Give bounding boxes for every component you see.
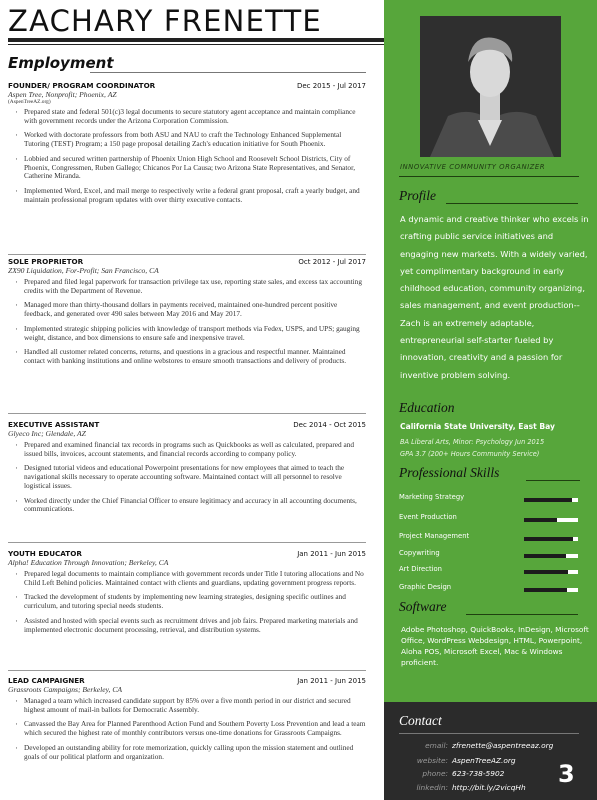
header-rule-thick (8, 38, 384, 42)
contact-linkedin-link[interactable]: http://bit.ly/2vicqHh (452, 783, 526, 792)
job-bullet: · Tracked the development of students by implementing new learning strategies, designing specific outlines and curriculum, and tutoring special needs students. (24, 593, 366, 610)
skill-row-project-management (399, 532, 579, 546)
contact-label: website: (416, 756, 448, 765)
job-org: ZX90 Liquidation, For-Profit; San Francisco, CA (8, 266, 159, 275)
skill-label: Project Management (399, 532, 470, 540)
skill-bar-fill (524, 498, 572, 502)
employment-heading: Employment (8, 54, 114, 72)
skill-bar (524, 518, 578, 522)
job-org: Glyeco Inc; Glendale, AZ (8, 429, 86, 438)
job-org: Alpha! Education Through Innovation; Berkeley, CA (8, 558, 169, 567)
job-entry-youth-educator (8, 549, 366, 640)
skill-bar-fill (524, 570, 568, 574)
education-degree: BA Liberal Arts, Minor: Psychology Jun 2015 (400, 438, 545, 446)
skill-bar (524, 537, 578, 541)
job-bullet: · Prepared and examined financial tax records in programs such as Quickbooks as well as calculated, prepared and issued bills, invoices, account statements, and financial records according to company policy. (24, 441, 366, 458)
tagline: INNOVATIVE COMMUNITY ORGANIZER (400, 163, 545, 171)
job-bullet: · Developed an outstanding ability for rote memorization, quickly calling upon the mission statement and outlined goals of our political platform and organization. (24, 744, 366, 761)
portrait-illustration (420, 16, 561, 157)
job-entry-sole-proprietor (8, 257, 366, 372)
software-rule (466, 614, 578, 615)
skill-label: Graphic Design (399, 583, 452, 591)
contact-heading: Contact (399, 713, 442, 728)
job-org: Aspen Tree, Nonprofit; Phoenix, AZ (8, 90, 117, 99)
software-list: Adobe Photoshop, QuickBooks, InDesign, Microsoft Office, WordPress Webdesign, HTML, Powerpoint, Aloha POS, Microsoft Excel, Mac & Windows proficient. (401, 625, 589, 667)
job-dates: Jan 2011 - Jun 2015 (297, 550, 366, 558)
header-rule-thin (8, 44, 384, 45)
job-role: FOUNDER/ PROGRAM COORDINATOR (8, 81, 156, 90)
candidate-name: ZACHARY FRENETTE (8, 4, 322, 38)
software-heading: Software (399, 599, 447, 614)
job-org-website: (AspenTreeAZ.org) (8, 99, 51, 105)
job-dates: Dec 2015 - Jul 2017 (296, 82, 366, 90)
job-entry-executive-assistant (8, 420, 366, 520)
profile-text: A dynamic and creative thinker who excels in crafting public service initiatives and engaging new markets. With a widely varied, yet complimentary background in early childhood education, community organizing, sales management, and event production-- Zach is an extremely adaptable, entrepreneurial self-starter fueled by innovation, creativity and a passion for inventive problem solving. (400, 214, 589, 380)
skill-row-event-production (399, 513, 579, 527)
job-dates: Oct 2012 - Jul 2017 (298, 258, 366, 266)
job-bullet: · Assisted and hosted with special events such as recruitment drives and job fairs. Prepared marketing materials and implemented electronic document processing, retrieval, and distribution systems. (24, 617, 366, 634)
page-number: 3 (558, 760, 575, 788)
job-divider (8, 413, 366, 414)
skills-heading: Professional Skills (399, 465, 500, 480)
job-bullet: · Worked with doctorate professors from both ASU and NAU to craft the Technology Enhanced Supplemental Tutoring (TEST) Program; a 150 page proposal detailing Zach's education initiative for South Phoenix. (24, 131, 366, 148)
contact-rule (399, 733, 579, 734)
job-bullet: · Worked directly under the Chief Financial Officer to ensure legitimacy and accuracy in all accounting documents, communications. (24, 497, 366, 514)
education-heading: Education (399, 400, 455, 415)
contact-label: linkedin: (416, 783, 448, 792)
job-bullet: · Designed tutorial videos and educational Powerpoint presentations for new employees that aimed to teach the navigational skills necessary to operate accounting software. Maintained contact will all personnel to resolve logistical issues. (24, 464, 366, 490)
contact-phone-value[interactable]: 623-738-5902 (452, 769, 505, 778)
job-bullet: · Prepared legal documents to maintain compliance with government records under Title I tutoring allocations and No Child Left Behind policies. Maintained contact with clients and guardians, updating government progress reports. (24, 570, 366, 587)
job-entry-founder (8, 81, 366, 210)
skill-row-copywriting (399, 549, 579, 563)
skill-row-art-direction (399, 565, 579, 579)
job-bullet: · Implemented Word, Excel, and mail merge to respectively write a federal grant proposal, craft a yearly budget, and maintain professional program updates with over thirty executive contacts. (24, 187, 366, 204)
job-role: YOUTH EDUCATOR (8, 549, 82, 558)
education-school: California State University, East Bay (400, 422, 555, 431)
profile-heading: Profile (399, 188, 436, 203)
skill-bar (524, 498, 578, 502)
skill-bar (524, 588, 578, 592)
education-gpa: GPA 3.7 (200+ Hours Community Service) (400, 450, 540, 458)
skill-label: Event Production (399, 513, 457, 521)
skill-bar (524, 554, 578, 558)
job-bullet: · Managed a team which increased candidate support by 85% over a five month period in our district and secured highest amount of mail-in ballots for Democratic Assembly. (24, 697, 366, 714)
job-role: LEAD CAMPAIGNER (8, 676, 85, 685)
job-bullet: · Managed more than thirty-thousand dollars in payments received, maintained one-hundred percent positive feedback, and generated over 490 sales between May 2016 and May 2017. (24, 301, 366, 318)
job-divider (8, 542, 366, 543)
job-divider (8, 254, 366, 255)
employment-rule (90, 72, 366, 73)
contact-website-link[interactable]: AspenTreeAZ.org (452, 756, 516, 765)
job-bullet: · Prepared and filed legal paperwork for transaction privilege tax use, reporting state sales, and excess tax accounting credits with the Department of Revenue. (24, 278, 366, 295)
skill-bar-fill (524, 518, 557, 522)
job-dates: Jan 2011 - Jun 2015 (297, 677, 366, 685)
skill-bar-fill (524, 554, 566, 558)
job-bullet: · Lobbied and secured written partnership of Phoenix Union High School and Roosevelt School Districts, City of Phoenix, Congressmen, Ruben Gallego; Chicanos Por La Causa; two Arizona State Representatives, and Senator, Catherine Miranda. (24, 155, 366, 181)
contact-label: email: (425, 741, 448, 750)
skill-bar (524, 570, 578, 574)
skill-bar-fill (524, 588, 567, 592)
tagline-rule (399, 176, 579, 177)
profile-rule (446, 203, 578, 204)
job-entry-lead-campaigner (8, 676, 366, 767)
profile-photo (420, 16, 561, 157)
skill-bar-fill (524, 537, 573, 541)
job-role: EXECUTIVE ASSISTANT (8, 420, 100, 429)
job-bullet: · Prepared state and federal 501(c)3 legal documents to secure statutory agent acceptance and maintain compliance with government records under the Arizona Corporation Commission. (24, 108, 366, 125)
job-bullet: · Handled all customer related concerns, returns, and questions in a gracious and respectful manner. Maintained contact with banking institutions and online webstores to ensure smooth transactions and delivery of products. (24, 348, 366, 365)
skill-label: Marketing Strategy (399, 493, 465, 501)
contact-email-link[interactable]: zfrenette@aspentreeaz.org (452, 741, 554, 750)
skill-row-marketing-strategy (399, 493, 579, 507)
skill-row-graphic-design (399, 583, 579, 597)
job-bullet: · Canvassed the Bay Area for Planned Parenthood Action Fund and Southern Poverty Loss Prevention and lead a team which secured the highest rate of monthly contributors versus one-time donations for Grassroots Campaigns. (24, 720, 366, 737)
contact-label: phone: (422, 769, 448, 778)
job-divider (8, 670, 366, 671)
skill-label: Art Direction (399, 565, 442, 573)
job-dates: Dec 2014 - Oct 2015 (293, 421, 366, 429)
contact-row-email (398, 741, 588, 753)
skills-rule (526, 480, 580, 481)
job-bullet: · Implemented strategic shipping policies with knowledge of transport methods via Fedex, USPS, and UPS; gauging weight, distance, and box dimensions to ensure safe and inexpensive travel. (24, 325, 366, 342)
job-org: Grassroots Campaigns; Berkeley, CA (8, 685, 123, 694)
job-role: SOLE PROPRIETOR (8, 257, 84, 266)
skill-label: Copywriting (399, 549, 440, 557)
